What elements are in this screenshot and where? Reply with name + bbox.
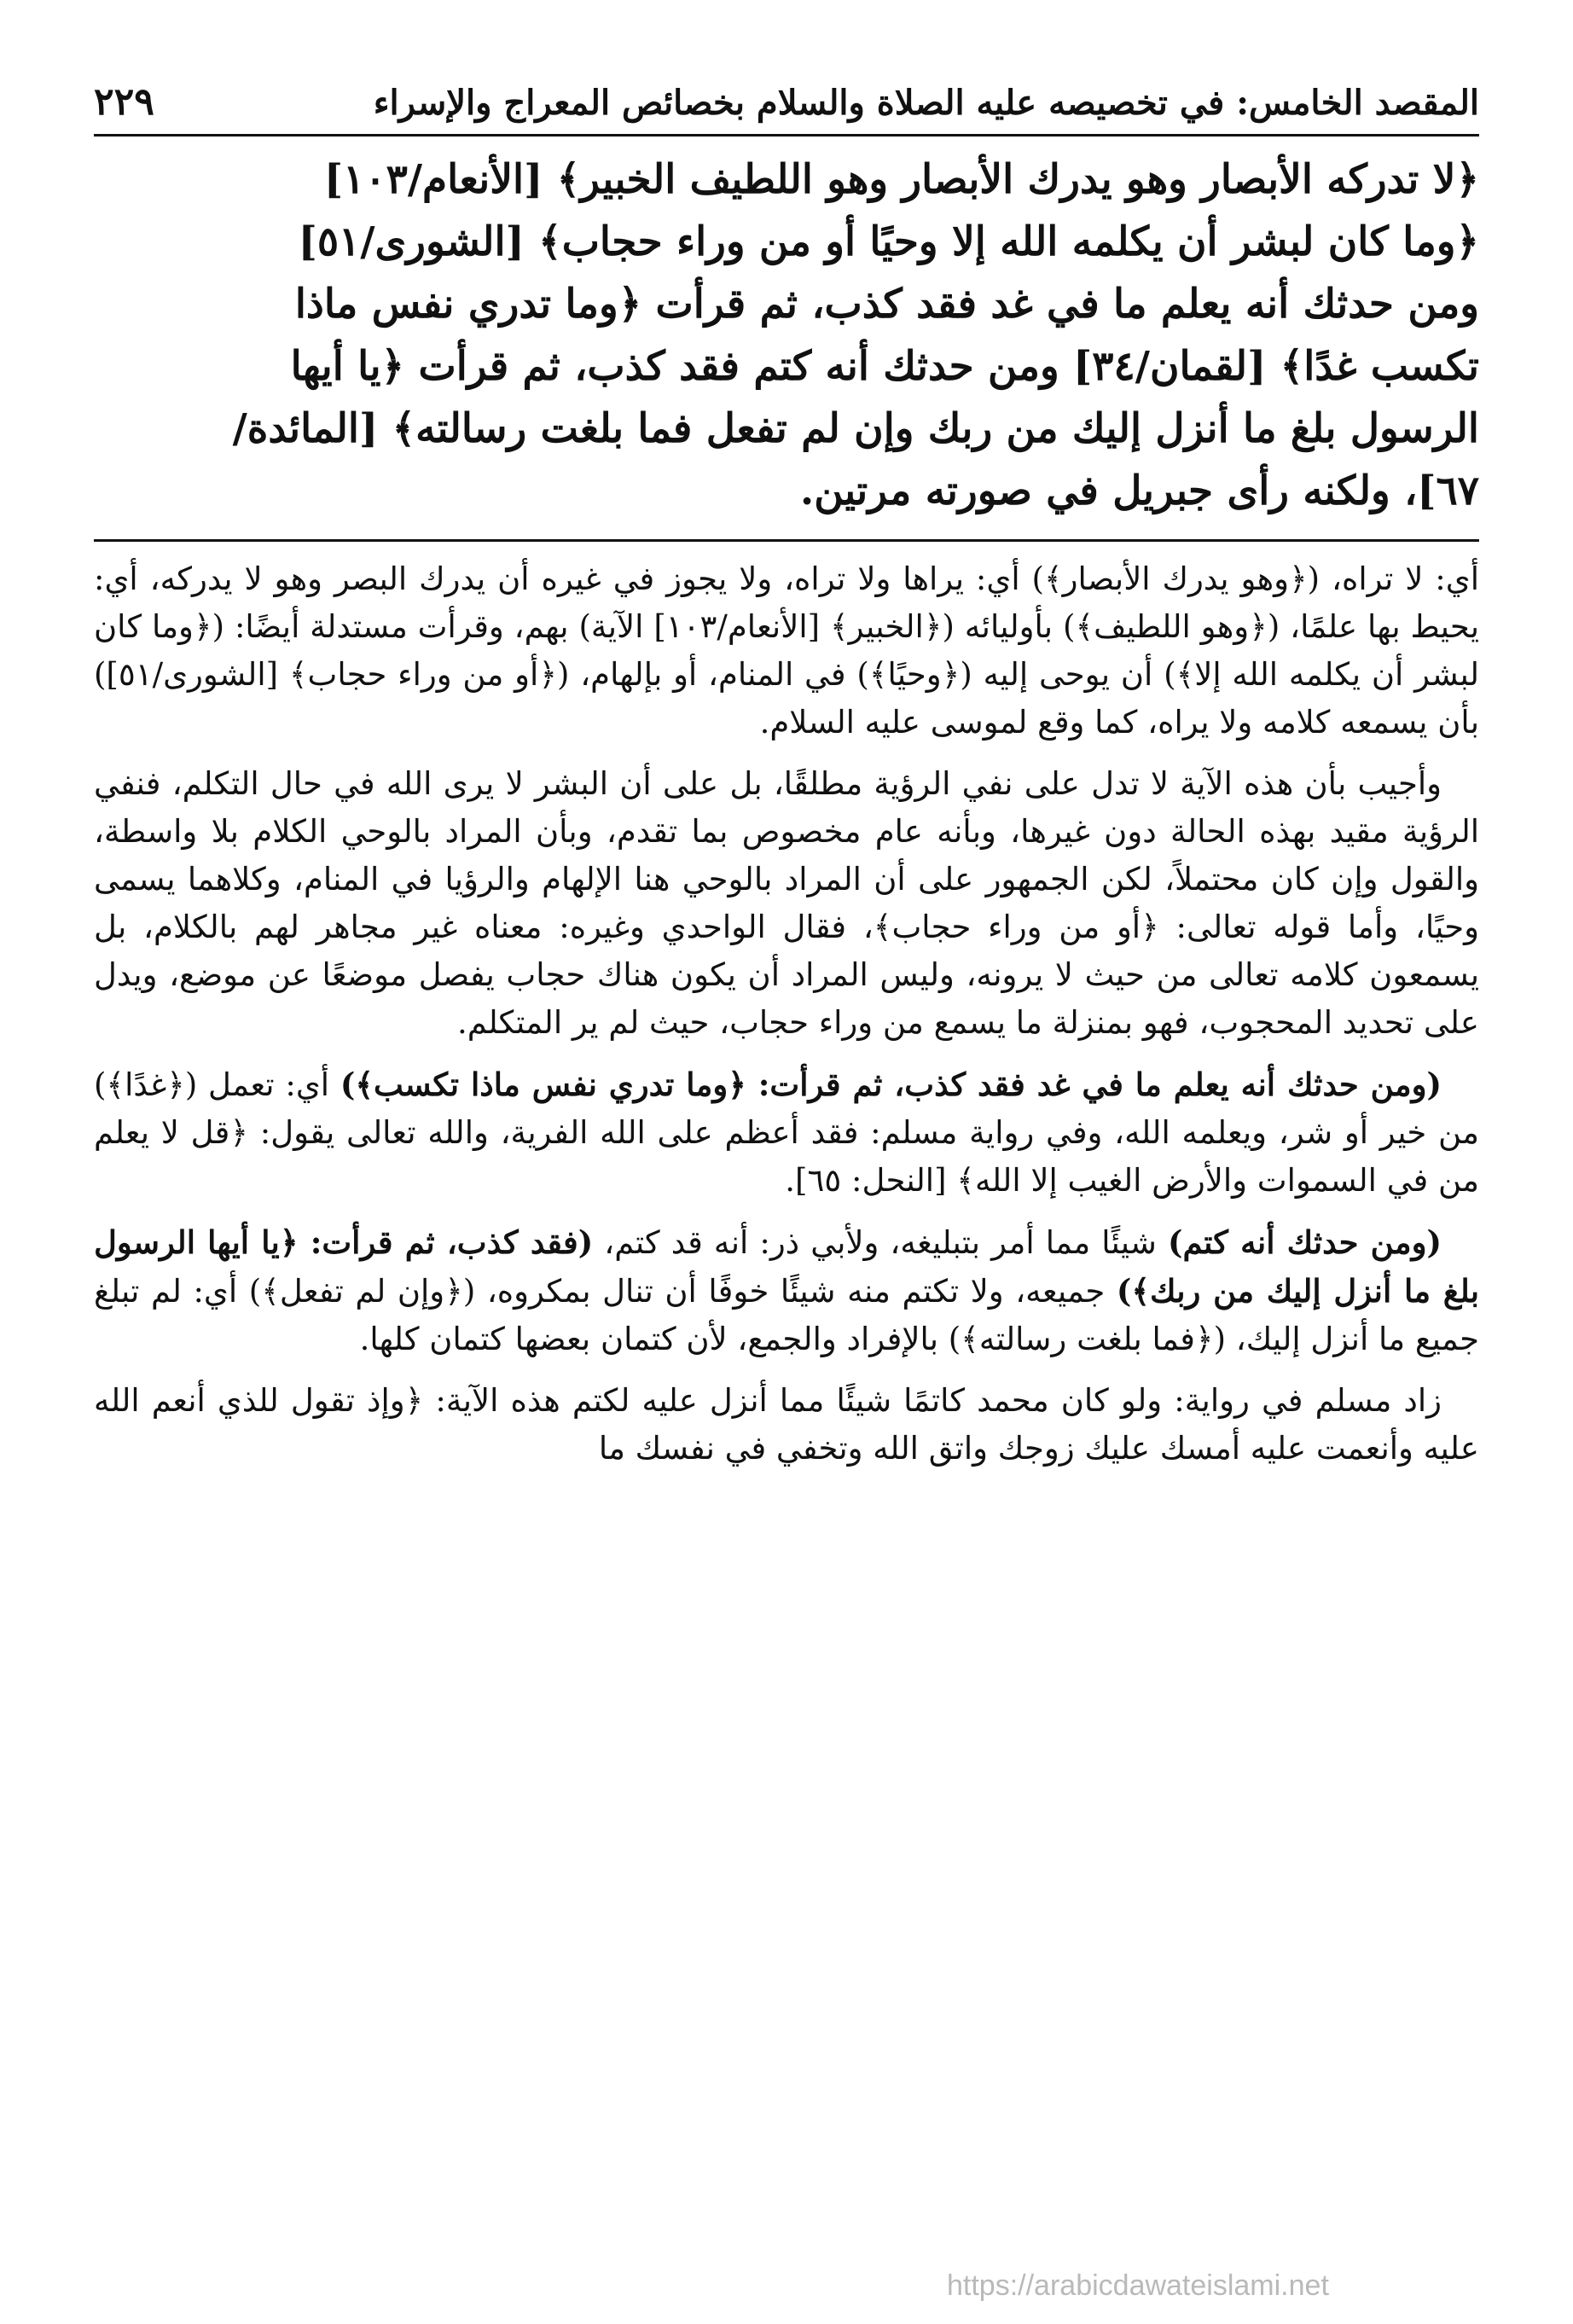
commentary-text-run: جميعه، ولا تكتم منه شيئًا خوفًا أن تنال بمكروه، (﴿وإن لم تفعل﴾) أي: لم تبلغ جميع ما أنزل إليك، (﴿فما بلغت رسالته﴾) بالإفراد والجمع، لأن كتمان بعضها كتمان كلها.	[94, 1273, 1479, 1357]
page-number: ٢٢٩	[94, 80, 154, 124]
commentary-paragraph: وأجيب بأن هذه الآية لا تدل على نفي الرؤية مطلقًا، بل على أن البشر لا يرى الله في حال التكلم، فنفي الرؤية مقيد بهذه الحالة دون غيرها، وبأنه عام مخصوص بما تقدم، وبأن المراد بالوحي الكلام بلا واسطة، والقول وإن كان محتملاً، لكن الجمهور على أن المراد بالوحي هنا الإلهام والرؤيا في المنام، وكلاهما يسمى وحيًا، وأما قوله تعالى: ﴿أو من وراء حجاب﴾، فقال الواحدي وغيره: معناه غير مجاهر لهم بالكلام، بل يسمعون كلامه تعالى من حيث لا يرونه، وليس المراد أن يكون هناك حجاب يفصل موضعًا عن موضع، ويدل على تحديد المحجوب، فهو بمنزلة ما يسمع من وراء حجاب، حيث لم ير المتكلم.	[94, 765, 1479, 1041]
commentary-text-run: أي: تعمل (﴿غدًا﴾) من خير أو شر، ويعلمه الله، وفي رواية مسلم: فقد أعظم على الله الفرية، والله تعالى يقول: ﴿قل لا يعلم من في السموات والأرض الغيب إلا الله﴾ [النحل: ٦٥].	[94, 1066, 1479, 1199]
matn-line: ٦٧]، ولكنه رأى جبريل في صورته مرتين.	[799, 468, 1479, 514]
hadith-text	[94, 148, 1479, 522]
commentary-text	[94, 555, 1479, 1473]
running-header	[94, 77, 1479, 137]
matn-line: ﴿وما كان لبشر أن يكلمه الله إلا وحيًا أو من وراء حجاب﴾ [الشورى/٥١]	[298, 218, 1479, 265]
commentary-text-run: شيئًا مما أمر بتبليغه، ولأبي ذر: أنه قد كتم،	[593, 1224, 1168, 1261]
matn-line: ﴿لا تدركه الأبصار وهو يدرك الأبصار وهو اللطيف الخبير﴾ [الأنعام/١٠٣]	[323, 156, 1479, 203]
commentary-paragraph	[94, 1060, 1479, 1205]
section-divider	[94, 539, 1479, 542]
commentary-paragraph	[94, 1218, 1479, 1363]
matn-line: تكسب غدًا﴾ [لقمان/٣٤] ومن حدثك أنه كتم فقد كذب، ثم قرأت ﴿يا أيها	[290, 343, 1479, 390]
commentary-paragraph: أي: لا تراه، (﴿وهو يدرك الأبصار﴾) أي: يراها ولا تراه، ولا يجوز في غيره أن يدرك البصر وهو لا يدركه، أي: يحيط بها علمًا، (﴿وهو اللطيف﴾) بأوليائه (﴿الخبير﴾ [الأنعام/١٠٣] الآية) بهم، وقرأت مستدلة أيضًا: (﴿وما كان لبشر أن يكلمه الله إلا﴾) أن يوحى إليه (﴿وحيًا﴾) في المنام، أو بإلهام، (﴿أو من وراء حجاب﴾ [الشورى/٥١]) بأن يسمعه كلامه ولا يراه، كما وقع لموسى عليه السلام.	[94, 561, 1480, 741]
commentary-paragraph: زاد مسلم في رواية: ولو كان محمد كاتمًا شيئًا مما أنزل عليه لكتم هذه الآية: ﴿وإذ تقول للذي أنعم الله عليه وأنعمت عليه أمسك عليك زوجك واتق الله وتخفي في نفسك ما	[94, 1382, 1479, 1467]
quoted-hadith: (ومن حدثك أنه يعلم ما في غد فقد كذب، ثم قرأت: ﴿وما تدري نفس ماذا تكسب﴾)	[340, 1066, 1442, 1103]
watermark-url: https://arabicdawateislami.net	[947, 2269, 1329, 2302]
quoted-hadith: (ومن حدثك أنه كتم)	[1167, 1223, 1442, 1261]
matn-line: ومن حدثك أنه يعلم ما في غد فقد كذب، ثم قرأت ﴿وما تدري نفس ماذا	[294, 281, 1479, 328]
matn-line: الرسول بلغ ما أنزل إليك من ربك وإن لم تفعل فما بلغت رسالته﴾ [المائدة/	[232, 405, 1479, 452]
quoted-hadith: (فقد كذب، ثم قرأت: ﴿يا أيها الرسول بلغ ما أنزل إليك من ربك﴾)	[94, 1223, 1479, 1310]
header-title: المقصد الخامس: في تخصيصه عليه الصلاة والسلام بخصائص المعراج والإسراء	[373, 83, 1479, 123]
